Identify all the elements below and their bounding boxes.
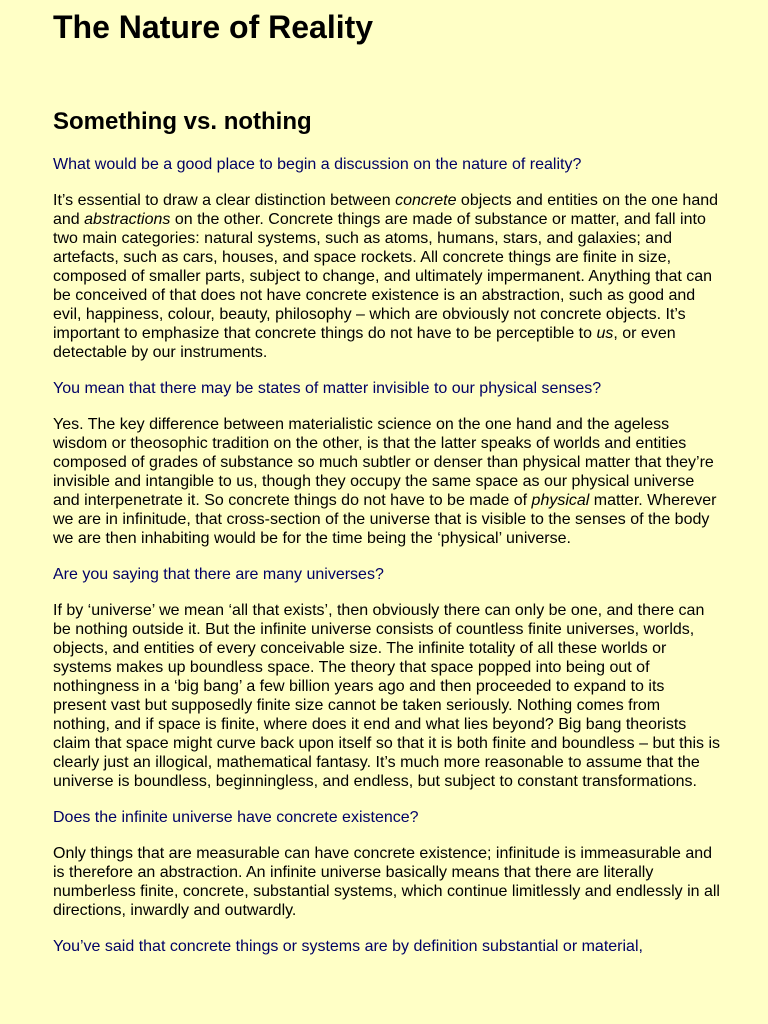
question-paragraph: Are you saying that there are many universes? xyxy=(53,566,384,583)
section-heading: Something vs. nothing xyxy=(53,108,312,135)
question-paragraph: What would be a good place to begin a discussion on the nature of reality? xyxy=(53,156,582,173)
emphasis-text: physical xyxy=(531,492,590,509)
page-title: The Nature of Reality xyxy=(53,9,374,45)
answer-paragraph xyxy=(53,415,721,548)
answer-text: on the other. Concrete things are made of substance or matter, and fall into two main categories: natural systems, such as atoms, humans, stars, and galaxies; and artefacts, such as cars, houses, and space rockets. All concrete things are finite in size, composed of smaller parts, subject to change, and ultimately impermanent. Anything that can be conceived of that does not have concrete existence is an abstraction, such as good and evil, happiness, colour, beauty, philosophy – which are obviously not concrete objects. It’s important to emphasize that concrete things do not have to be perceptible to xyxy=(53,211,713,342)
question-paragraph: Does the infinite universe have concrete existence? xyxy=(53,809,419,826)
answer-text: matter. Wherever we are in infinitude, that cross-section of the universe that is visible to the senses of the body we are then inhabiting would be for the time being the ‘physical’ universe. xyxy=(53,492,717,547)
answer-paragraph: If by ‘universe’ we mean ‘all that exists’, then obviously there can only be one, and there can be nothing outside it. But the infinite universe consists of countless finite universes, worlds, objects, and entities of every conceivable size. The infinite totality of all these worlds or systems makes up boundless space. The theory that space popped into being out of nothingness in a ‘big bang’ a few billion years ago and then proceeded to expand to its present vast but supposedly finite size cannot be taken seriously. Nothing comes from nothing, and if space is finite, where does it end and what lies beyond? Big bang theorists claim that space might curve back upon itself so that it is both finite and boundless – but this is clearly just an illogical, mathematical fantasy. It’s much more reasonable to assume that the universe is boundless, beginningless, and endless, but subject to constant transformations. xyxy=(53,602,721,790)
answer-paragraph: Only things that are measurable can have concrete existence; infinitude is immeasurable and is therefore an abstraction. An infinite universe basically means that there are literally numberless finite, concrete, substantial systems, which continue limitlessly and endlessly in all directions, inwardly and outwardly. xyxy=(53,845,720,919)
answer-paragraph xyxy=(53,191,721,362)
answer-text: , or even detectable by our instruments. xyxy=(53,325,676,361)
answer-text: objects and entities on the one hand and xyxy=(53,192,719,228)
emphasis-text: abstractions xyxy=(84,211,171,228)
emphasis-text: us xyxy=(596,325,614,342)
article-body xyxy=(53,155,721,973)
question-paragraph: You’ve said that concrete things or systems are by definition substantial or material, xyxy=(53,938,643,955)
answer-text: Yes. The key difference between materialistic science on the one hand and the ageless wisdom or theosophic tradition on the other, is that the latter speaks of worlds and entities composed of grades of substance so much subtler or denser than physical matter that they’re invisible and intangible to us, though they occupy the same space as our physical universe and interpenetrate it. So concrete things do not have to be made of xyxy=(53,416,714,509)
question-paragraph: You mean that there may be states of matter invisible to our physical senses? xyxy=(53,380,602,397)
answer-text: It’s essential to draw a clear distinction between xyxy=(53,192,396,209)
emphasis-text: concrete xyxy=(395,192,457,209)
